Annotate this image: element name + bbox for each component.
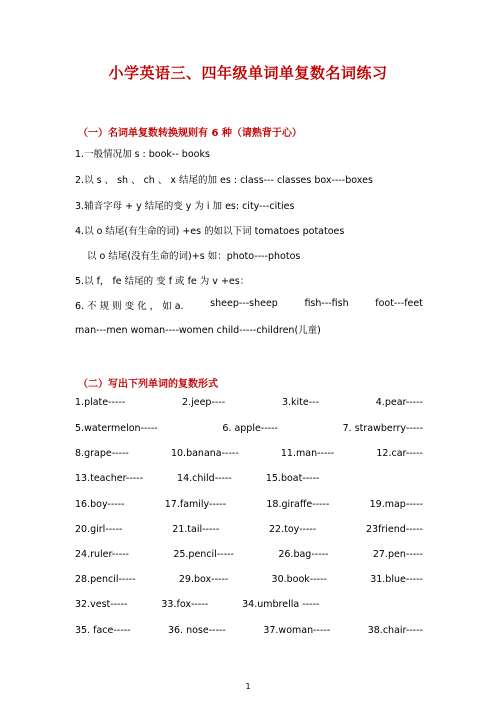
exercise-item: 16.boy----- xyxy=(75,499,125,510)
exercise-item: 10.banana----- xyxy=(170,448,239,459)
exercise-row xyxy=(75,423,423,434)
exercise-item: 21.tail----- xyxy=(172,524,220,535)
rule-line-4b: 以 o 结尾(没有生命的词)+s 如：photo----photos xyxy=(87,251,301,262)
exercise-row xyxy=(75,397,423,408)
exercise-item: 31.blue----- xyxy=(370,574,423,585)
exercise-item: 33.fox----- xyxy=(161,599,209,610)
exercise-item: 11.man----- xyxy=(280,448,335,459)
exercise-item: 32.vest----- xyxy=(75,599,128,610)
page-title: 小学英语三、四年级单词单复数名词练习 xyxy=(108,64,388,82)
exercise-item: 24.ruler----- xyxy=(75,549,129,560)
rule-line-2: 2.以 s 、 sh 、 ch 、 x 结尾的加 es : class--- classes box----boxes xyxy=(75,175,373,186)
exercise-item: 29.box----- xyxy=(178,574,229,585)
exercise-item: 35. face----- xyxy=(75,625,131,636)
exercise-item: 19.map----- xyxy=(369,499,423,510)
rule-line-3: 3.辅音字母 + y 结尾的变 y 为 i 加 es: city---cities xyxy=(75,201,295,212)
exercise-item: 8.grape----- xyxy=(75,448,129,459)
exercise-item: 34.umbrella ----- xyxy=(242,599,320,610)
page-number: 1 xyxy=(245,682,251,691)
rule-6-example: foot---feet xyxy=(375,298,423,309)
exercise-item: 30.book----- xyxy=(271,574,327,585)
rule-line-6b: man---men woman----women child-----children(儿童) xyxy=(75,325,321,336)
exercise-item: 1.plate----- xyxy=(75,397,126,408)
exercise-item: 36. nose----- xyxy=(167,625,226,636)
section-1-heading: （一）名词单复数转换规则有 6 种（请熟背于心） xyxy=(78,128,302,139)
section-2-heading: （二）写出下列单词的复数形式 xyxy=(78,379,218,390)
exercise-item: 20.girl----- xyxy=(75,524,123,535)
exercise-row xyxy=(75,574,423,585)
exercise-item: 27.pen----- xyxy=(372,549,423,560)
exercise-item: 26.bag----- xyxy=(278,549,329,560)
exercise-item: 14.child----- xyxy=(177,473,232,484)
exercise-item: 22.toy----- xyxy=(268,524,317,535)
exercise-row xyxy=(75,499,423,510)
exercise-row xyxy=(75,448,423,459)
exercise-row xyxy=(75,549,423,560)
exercise-row xyxy=(75,473,423,484)
exercise-item: 4.pear----- xyxy=(375,397,423,408)
exercise-item: 15.boat----- xyxy=(265,473,320,484)
exercise-item: 3.kite--- xyxy=(281,397,319,408)
exercise-item: 13.teacher----- xyxy=(75,473,144,484)
exercise-item: 23friend----- xyxy=(365,524,423,535)
exercise-item: 2.jeep---- xyxy=(182,397,226,408)
rule-line-6 xyxy=(75,298,423,312)
exercise-row xyxy=(75,625,423,636)
exercise-item: 5.watermelon----- xyxy=(75,423,158,434)
rule-6-label: 6. 不 规 则 变 化 ， 如 a. xyxy=(75,301,184,312)
rule-6-example: fish---fish xyxy=(304,298,349,309)
exercise-row xyxy=(75,524,423,535)
rule-line-4: 4.以 o 结尾(有生命的词) +es 的如以下词 tomatoes potatoes xyxy=(75,226,345,237)
rule-line-5: 5.以 f， fe 结尾的 变 f 或 fe 为 v +es： xyxy=(75,276,250,287)
exercise-row xyxy=(75,599,423,610)
exercise-item: 37.woman----- xyxy=(263,625,331,636)
exercise-item: 18.giraffe----- xyxy=(266,499,330,510)
exercise-item: 12.car----- xyxy=(376,448,423,459)
exercise-item: 7. strawberry----- xyxy=(342,423,423,434)
rule-line-1: 1.一般情况加 s : book-- books xyxy=(75,149,210,160)
exercise-item: 17.family----- xyxy=(164,499,227,510)
rule-6-example: sheep---sheep xyxy=(210,298,278,309)
exercise-item: 28.pencil----- xyxy=(75,574,136,585)
exercise-item: 6. apple----- xyxy=(222,423,278,434)
exercise-item: 25.pencil----- xyxy=(173,549,234,560)
exercise-item: 38.chair----- xyxy=(367,625,423,636)
